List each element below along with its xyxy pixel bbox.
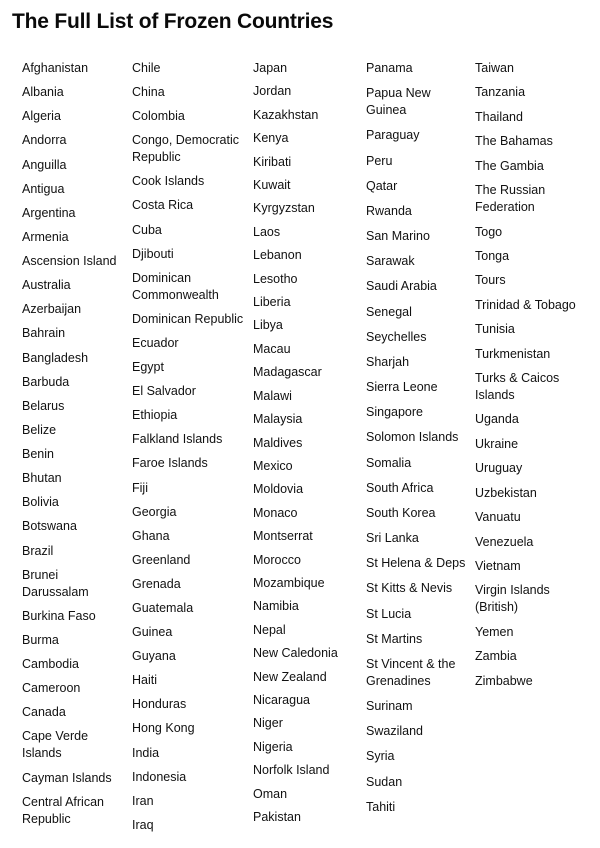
country-item: Namibia — [253, 599, 299, 614]
country-item: Haiti — [132, 673, 158, 688]
country-item: Faroe Islands — [132, 456, 208, 471]
country-item: Nepal — [253, 622, 286, 637]
country-item: Thailand — [475, 109, 523, 124]
country-column-2 — [132, 60, 250, 834]
country-item: Sudan — [366, 774, 403, 789]
country-item: Mozambique — [253, 575, 325, 590]
country-item: St Helena & Deps — [366, 556, 466, 571]
country-item: Turkmenistan — [475, 346, 551, 361]
country-item: Botswana — [22, 519, 77, 534]
country-item: Tours — [475, 273, 506, 288]
country-item: Bhutan — [22, 471, 62, 486]
country-item: Burkina Faso — [22, 608, 96, 623]
country-item: The Bahamas — [475, 134, 553, 149]
country-item: Bolivia — [22, 495, 59, 510]
country-item: Laos — [253, 224, 281, 239]
country-item: Qatar — [366, 178, 398, 193]
country-item: Ascension Island — [22, 254, 117, 268]
country-item: Australia — [22, 278, 71, 293]
country-item: Canada — [22, 705, 66, 720]
country-item: Senegal — [366, 304, 412, 319]
country-item: Uzbekistan — [475, 485, 537, 500]
country-item: Brazil — [22, 543, 54, 558]
country-item: Cayman Islands — [22, 770, 112, 785]
country-item: Zimbabwe — [475, 673, 533, 688]
country-item: Ghana — [132, 528, 170, 543]
country-item: Congo, Democratic Republic — [132, 133, 239, 165]
country-item: Paraguay — [366, 128, 420, 143]
country-item: Liberia — [253, 295, 291, 310]
country-item: Yemen — [475, 624, 514, 639]
country-item: St Martins — [366, 631, 423, 646]
country-item: Sharjah — [366, 354, 410, 369]
country-item: Panama — [366, 61, 413, 75]
country-item: Iran — [132, 793, 154, 808]
country-item: Turks & Caicos Islands — [475, 371, 560, 403]
country-item: Pakistan — [253, 810, 301, 824]
country-item: Djibouti — [132, 246, 174, 261]
country-item: South Africa — [366, 480, 434, 495]
country-item: Belize — [22, 422, 57, 437]
country-item: St Lucia — [366, 606, 412, 621]
country-item: The Gambia — [475, 158, 544, 173]
country-item: Greenland — [132, 552, 191, 567]
country-item: Morocco — [253, 552, 301, 567]
country-item: Cambodia — [22, 657, 79, 671]
country-item: Oman — [253, 786, 288, 801]
country-item: Monaco — [253, 505, 298, 520]
country-column-5 — [475, 60, 593, 690]
country-item: Tahiti — [366, 799, 396, 814]
country-item: Swaziland — [366, 724, 423, 739]
country-item: Lebanon — [253, 248, 302, 263]
country-item: Singapore — [366, 405, 423, 420]
country-item: Tunisia — [475, 322, 515, 337]
country-item: Azerbaijan — [22, 302, 82, 317]
country-item: Kazakhstan — [253, 107, 319, 122]
country-item: Antigua — [22, 181, 65, 196]
country-item: Albania — [22, 85, 64, 100]
country-column-4 — [366, 60, 468, 816]
country-item: Chile — [132, 61, 161, 75]
country-item: Central African Republic — [22, 794, 104, 826]
country-item: Tonga — [475, 248, 510, 263]
country-item: Somalia — [366, 455, 412, 470]
country-item: Andorra — [22, 133, 67, 148]
country-item: Surinam — [366, 699, 413, 714]
country-item: South Korea — [366, 505, 436, 520]
country-item: Syria — [366, 749, 395, 764]
country-item: Norfolk Island — [253, 763, 330, 778]
country-column-1 — [22, 60, 122, 828]
country-item: St Vincent & the Grenadines — [366, 656, 456, 688]
country-item: Japan — [253, 61, 288, 75]
country-item: Belarus — [22, 398, 65, 413]
country-item: Malawi — [253, 388, 292, 403]
country-item: Anguilla — [22, 157, 67, 172]
country-item: Iraq — [132, 817, 154, 832]
country-item: Venezuela — [475, 534, 534, 549]
country-item: Egypt — [132, 360, 164, 375]
country-item: Jordan — [253, 84, 292, 99]
country-item: Costa Rica — [132, 198, 194, 213]
country-item: Cuba — [132, 222, 162, 237]
country-item: New Caledonia — [253, 646, 338, 661]
country-item: Macau — [253, 341, 291, 356]
country-item: Grenada — [132, 576, 181, 591]
country-item: Lesotho — [253, 271, 298, 286]
country-column-3 — [253, 60, 367, 826]
country-item: Zambia — [475, 649, 517, 664]
country-item: Cook Islands — [132, 174, 205, 189]
country-item: Honduras — [132, 697, 187, 712]
country-item: San Marino — [366, 229, 430, 244]
country-item: Saudi Arabia — [366, 279, 437, 294]
country-item: Dominican Commonwealth — [132, 270, 219, 302]
country-item: Madagascar — [253, 365, 322, 380]
country-item: El Salvador — [132, 384, 196, 399]
country-item: Ecuador — [132, 335, 179, 350]
country-item: Colombia — [132, 109, 185, 124]
country-item: Burma — [22, 632, 59, 647]
country-item: Peru — [366, 153, 393, 168]
country-item: Sierra Leone — [366, 380, 438, 395]
country-item: Ukraine — [475, 436, 519, 451]
country-item: Nicaragua — [253, 692, 310, 707]
country-item: Togo — [475, 224, 503, 239]
country-item: Montserrat — [253, 529, 313, 544]
country-item: Solomon Islands — [366, 430, 459, 445]
country-item: The Russian Federation — [475, 183, 546, 215]
country-item: Cameroon — [22, 681, 81, 696]
country-item: Brunei Darussalam — [22, 567, 89, 599]
country-item: Niger — [253, 716, 283, 731]
country-item: Uruguay — [475, 461, 523, 476]
country-item: Rwanda — [366, 203, 412, 218]
country-item: New Zealand — [253, 669, 327, 684]
country-item: Guatemala — [132, 600, 194, 615]
country-item: Barbuda — [22, 374, 70, 389]
country-item: Uganda — [475, 412, 519, 427]
country-item: Georgia — [132, 504, 177, 519]
country-item: Tanzania — [475, 85, 526, 100]
country-item: Sri Lanka — [366, 531, 419, 546]
country-item: Kyrgyzstan — [253, 201, 315, 216]
country-item: Bahrain — [22, 326, 66, 341]
country-item: Argentina — [22, 205, 76, 220]
country-item: Hong Kong — [132, 721, 195, 736]
country-item: Maldives — [253, 435, 303, 450]
country-item: Dominican Republic — [132, 311, 244, 326]
country-item: Mexico — [253, 458, 293, 473]
country-item: Indonesia — [132, 769, 187, 784]
country-item: Malaysia — [253, 412, 303, 427]
country-item: Cape Verde Islands — [22, 729, 89, 761]
country-item: Guyana — [132, 649, 176, 664]
country-item: Sarawak — [366, 254, 415, 269]
country-item: Vietnam — [475, 559, 521, 574]
country-item: Guinea — [132, 625, 173, 640]
country-item: Falkland Islands — [132, 432, 223, 447]
page-title: The Full List of Frozen Countries — [12, 10, 334, 33]
country-item: Fiji — [132, 480, 148, 495]
country-item: Virgin Islands (British) — [475, 583, 550, 615]
country-item: Kiribati — [253, 154, 292, 169]
country-item: Trinidad & Tobago — [475, 297, 576, 312]
country-item: China — [132, 85, 165, 100]
country-item: Papua New Guinea — [366, 86, 431, 118]
country-item: India — [132, 745, 160, 760]
country-item: Seychelles — [366, 329, 427, 344]
country-item: Nigeria — [253, 739, 293, 754]
country-item: Moldovia — [253, 482, 304, 497]
country-item: Afghanistan — [22, 61, 89, 75]
country-item: St Kitts & Nevis — [366, 581, 453, 596]
country-item: Kuwait — [253, 178, 291, 193]
country-item: Benin — [22, 447, 54, 461]
country-item: Libya — [253, 318, 283, 333]
country-item: Vanuatu — [475, 510, 521, 525]
country-item: Taiwan — [475, 61, 514, 75]
country-item: Kenya — [253, 131, 289, 146]
country-item: Bangladesh — [22, 350, 89, 365]
country-item: Algeria — [22, 109, 61, 124]
country-item: Armenia — [22, 229, 69, 244]
country-item: Ethiopia — [132, 408, 178, 423]
